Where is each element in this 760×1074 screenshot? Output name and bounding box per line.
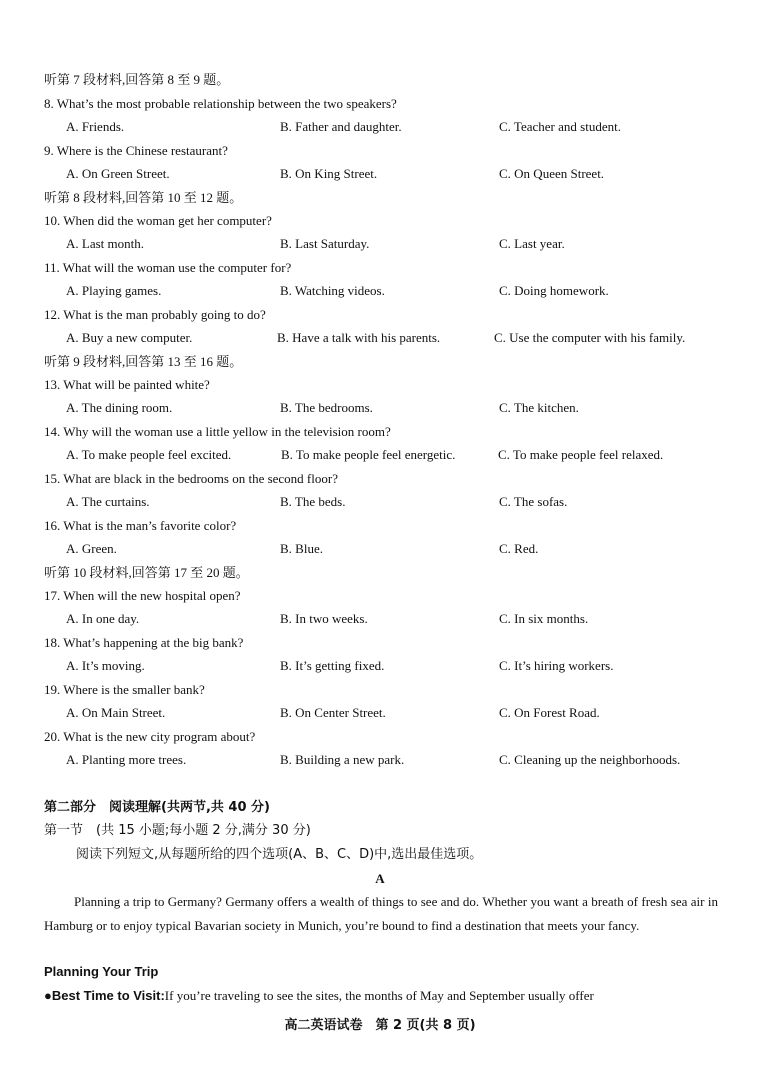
question-13: 13. What will be painted white? — [44, 377, 210, 392]
q20-option-a: A. Planting more trees. — [66, 752, 187, 767]
question-12: 12. What is the man probably going to do? — [44, 307, 266, 322]
q14-option-a: A. To make people feel excited. — [66, 447, 232, 462]
page-footer: 高二英语试卷 第 2 页(共 8 页) — [284, 1018, 476, 1033]
q16-option-a: A. Green. — [66, 541, 117, 556]
q11-option-c: C. Doing homework. — [499, 283, 609, 298]
q9-option-c: C. On Queen Street. — [499, 166, 605, 181]
q12-option-c: C. Use the computer with his family. — [494, 330, 686, 345]
q16-option-b: B. Blue. — [280, 541, 323, 556]
q15-option-c: C. The sofas. — [499, 494, 568, 509]
question-20: 20. What is the new city program about? — [44, 729, 256, 744]
part-two-title: 第二部分 阅读理解(共两节,共 40 分) — [44, 800, 270, 815]
q20-option-b: B. Building a new park. — [280, 752, 405, 767]
q14-option-b: B. To make people feel energetic. — [281, 447, 456, 462]
q15-option-b: B. The beds. — [280, 494, 346, 509]
q12-option-a: A. Buy a new computer. — [66, 330, 193, 345]
q8-option-b: B. Father and daughter. — [280, 119, 402, 134]
bullet-label: ●Best Time to Visit: — [44, 988, 165, 1003]
q10-option-b: B. Last Saturday. — [280, 236, 370, 251]
section-heading: Planning Your Trip — [44, 964, 159, 979]
q15-option-a: A. The curtains. — [66, 494, 150, 509]
reading-instruction: 阅读下列短文,从每题所给的四个选项(A、B、C、D)中,选出最佳选项。 — [76, 847, 483, 862]
bullet-line — [44, 988, 594, 1004]
q8-option-a: A. Friends. — [66, 119, 125, 134]
q9-option-a: A. On Green Street. — [66, 166, 170, 181]
q18-option-b: B. It’s getting fixed. — [280, 658, 385, 673]
q8-option-c: C. Teacher and student. — [499, 119, 621, 134]
group8-instruction: 听第 8 段材料,回答第 10 至 12 题。 — [44, 190, 243, 205]
question-16: 16. What is the man’s favorite color? — [44, 518, 237, 533]
question-8: 8. What’s the most probable relationship between the two speakers? — [44, 96, 397, 111]
q13-option-a: A. The dining room. — [66, 400, 173, 415]
q20-option-c: C. Cleaning up the neighborhoods. — [499, 752, 681, 767]
q9-option-b: B. On King Street. — [280, 166, 378, 181]
q19-option-a: A. On Main Street. — [66, 705, 166, 720]
question-14: 14. Why will the woman use a little yellow in the television room? — [44, 424, 391, 439]
section-one-title: 第一节 (共 15 小题;每小题 2 分,满分 30 分) — [44, 823, 311, 838]
q11-option-a: A. Playing games. — [66, 283, 162, 298]
q11-option-b: B. Watching videos. — [280, 283, 385, 298]
passage-paragraph: Planning a trip to Germany? Germany offers a wealth of things to see and do. Whether you want a breath of fresh sea air in Hamburg or to enjoy typical Bavarian society in Munich, you’re bound to find a destination that meets your fancy. — [44, 894, 718, 933]
bullet-text: If you’re traveling to see the sites, the months of May and September usually offer — [164, 988, 594, 1003]
question-17: 17. When will the new hospital open? — [44, 588, 241, 603]
q10-option-c: C. Last year. — [499, 236, 565, 251]
q16-option-c: C. Red. — [499, 541, 539, 556]
question-10: 10. When did the woman get her computer? — [44, 213, 272, 228]
question-18: 18. What’s happening at the big bank? — [44, 635, 244, 650]
q17-option-b: B. In two weeks. — [280, 611, 368, 626]
q10-option-a: A. Last month. — [66, 236, 144, 251]
q12-option-b: B. Have a talk with his parents. — [277, 330, 441, 345]
group9-instruction: 听第 9 段材料,回答第 13 至 16 题。 — [44, 354, 243, 369]
q18-option-a: A. It’s moving. — [66, 658, 145, 673]
q17-option-c: C. In six months. — [499, 611, 589, 626]
q13-option-b: B. The bedrooms. — [280, 400, 373, 415]
question-15: 15. What are black in the bedrooms on the second floor? — [44, 471, 338, 486]
q19-option-b: B. On Center Street. — [280, 705, 386, 720]
question-11: 11. What will the woman use the computer for? — [44, 260, 292, 275]
question-19: 19. Where is the smaller bank? — [44, 682, 205, 697]
q14-option-c: C. To make people feel relaxed. — [498, 447, 664, 462]
q17-option-a: A. In one day. — [66, 611, 140, 626]
passage-label: A — [375, 871, 385, 886]
group10-instruction: 听第 10 段材料,回答第 17 至 20 题。 — [44, 565, 249, 580]
q18-option-c: C. It’s hiring workers. — [499, 658, 614, 673]
q13-option-c: C. The kitchen. — [499, 400, 579, 415]
group7-instruction: 听第 7 段材料,回答第 8 至 9 题。 — [44, 72, 230, 87]
question-9: 9. Where is the Chinese restaurant? — [44, 143, 228, 158]
q19-option-c: C. On Forest Road. — [499, 705, 600, 720]
